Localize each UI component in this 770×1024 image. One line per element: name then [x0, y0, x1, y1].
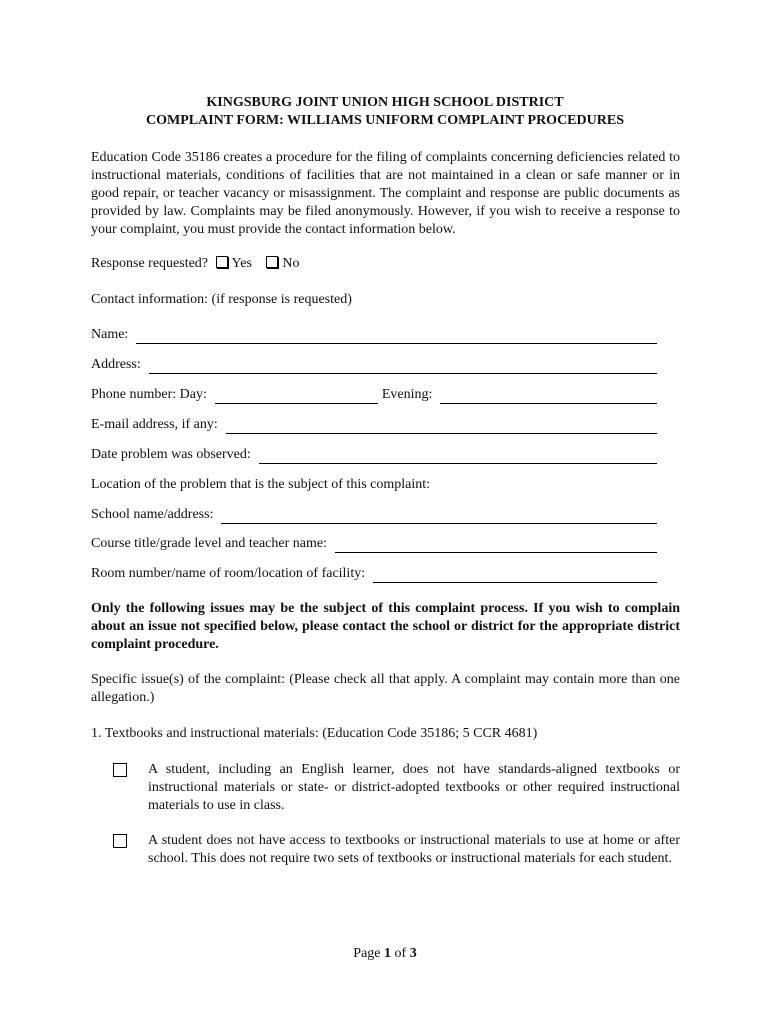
notice-paragraph: Only the following issues may be the subject of this complaint process. If you wish to complain about an issue not specified below, please contact the school or district for the appropriate district complaint procedure. [91, 601, 680, 652]
page-total: 3 [409, 946, 417, 961]
response-yes-label: Yes [231, 256, 252, 271]
page-sep: of [391, 946, 410, 961]
specific-issues-paragraph: Specific issue(s) of the complaint: (Please check all that apply. A complaint may contain more than one allegation.) [91, 672, 680, 705]
course-label: Course title/grade level and teacher name: [91, 536, 327, 551]
response-label: Response requested? [91, 256, 209, 271]
address-row [91, 356, 657, 374]
phone-evening-label: Evening: [381, 387, 433, 402]
response-no-checkbox[interactable] [266, 256, 278, 268]
page-number [0, 945, 770, 963]
response-no-label: No [282, 256, 300, 271]
section-1-heading: 1. Textbooks and instructional materials: (Education Code 35186; 5 CCR 4681) [91, 726, 538, 741]
address-field[interactable] [149, 359, 657, 374]
phone-day-field[interactable] [215, 389, 378, 404]
school-row [91, 506, 657, 524]
email-row [91, 416, 657, 434]
intro-paragraph: Education Code 35186 creates a procedure for the filing of complaints concerning deficiencies related to instructional materials, conditions of facilities that are not maintained in a clean or safe manner or in good repair, or teacher vacancy or misassignment. The complaint and response are public documents as provided by law. Complaints may be filed anonymously. However, if you wish to receive a response to your complaint, you must provide the contact information below. [91, 150, 680, 237]
name-field[interactable] [136, 329, 657, 344]
form-title: COMPLAINT FORM: WILLIAMS UNIFORM COMPLAINT PROCEDURES [146, 113, 624, 128]
phone-evening-field[interactable] [440, 389, 657, 404]
room-label: Room number/name of room/location of facility: [91, 566, 366, 581]
course-field[interactable] [335, 538, 657, 553]
phone-row [91, 386, 657, 404]
date-field[interactable] [259, 449, 657, 464]
school-label: School name/address: [91, 507, 214, 522]
date-row [91, 446, 657, 464]
item-1-text: A student, including an English learner, does not have standards-aligned textbooks or instructional materials or state- or district-adopted textbooks or other required instructional materials to use in class. [148, 762, 680, 813]
email-label: E-mail address, if any: [91, 417, 218, 432]
email-field[interactable] [226, 419, 657, 434]
date-label: Date problem was observed: [91, 447, 251, 462]
location-label: Location of the problem that is the subject of this complaint: [91, 477, 431, 492]
room-row [91, 565, 657, 583]
district-title: KINGSBURG JOINT UNION HIGH SCHOOL DISTRICT [206, 95, 564, 110]
response-requested-row [91, 255, 300, 273]
room-field[interactable] [373, 568, 657, 583]
response-yes-checkbox[interactable] [216, 256, 228, 268]
name-label: Name: [91, 327, 129, 342]
page-current: 1 [384, 946, 392, 961]
item-1-checkbox[interactable] [113, 763, 127, 777]
contact-info-label: Contact information: (if response is requested) [91, 292, 352, 307]
page-prefix: Page [353, 946, 385, 961]
item-2-text: A student does not have access to textbooks or instructional materials to use at home or after school. This does not require two sets of textbooks or instructional materials for each student. [148, 833, 680, 866]
address-label: Address: [91, 357, 141, 372]
item-2-checkbox[interactable] [113, 834, 127, 848]
name-row [91, 326, 657, 344]
course-row [91, 535, 657, 553]
school-field[interactable] [221, 509, 657, 524]
phone-day-label: Phone number: Day: [91, 387, 207, 402]
